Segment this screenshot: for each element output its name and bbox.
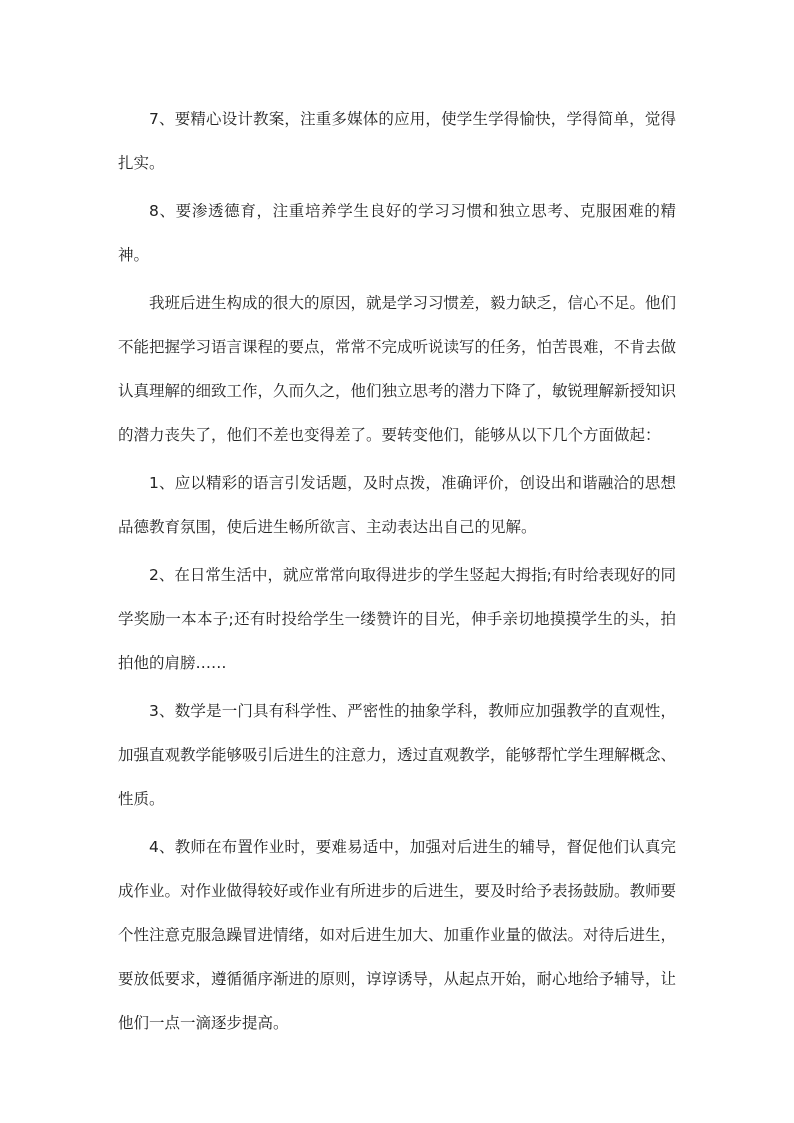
document-body — [118, 97, 676, 1049]
paragraph-method-4: 4、教师在布置作业时，要难易适中，加强对后进生的辅导，督促他们认真完成作业。对作业做得较好或作业有所进步的后进生，要及时给予表扬鼓励。教师要个性注意克服急躁冒进情绪，如对后进生加大、加重作业量的做法。对待后进生，要放低要求，遵循循序渐进的原则，谆谆诱导，从起点开始，耐心地给予辅导，让他们一点一滴逐步提高。 — [118, 838, 677, 1032]
paragraph-method-1: 1、应以精彩的语言引发话题，及时点拨，准确评价，创设出和谐融洽的思想品德教育氛围，使后进生畅所欲言、主动表达出自己的见解。 — [118, 474, 676, 536]
paragraph-method-2: 2、在日常生活中，就应常常向取得进步的学生竖起大拇指;有时给表现好的同学奖励一本本子;还有时投给学生一缕赞许的目光，伸手亲切地摸摸学生的头，拍拍他的肩膀…… — [118, 566, 676, 672]
paragraph-item-8: 8、要渗透德育，注重培养学生良好的学习习惯和独立思考、克服困难的精神。 — [118, 202, 676, 264]
paragraph-item-7: 7、要精心设计教案，注重多媒体的应用，使学生学得愉快，学得简单，觉得扎实。 — [118, 110, 676, 172]
paragraph-method-3: 3、数学是一门具有科学性、严密性的抽象学科，教师应加强教学的直观性，加强直观教学能够吸引后进生的注意力，透过直观教学，能够帮忙学生理解概念、性质。 — [118, 702, 677, 808]
paragraph-backward-students: 我班后进生构成的很大的原因，就是学习习惯差，毅力缺乏，信心不足。他们不能把握学习语言课程的要点，常常不完成听说读写的任务，怕苦畏难，不肯去做认真理解的细致工作，久而久之，他们独立思考的潜力下降了，敏锐理解新授知识的潜力丧失了，他们不差也变得差了。要转变他们，能够从以下几个方面做起： — [118, 294, 677, 444]
